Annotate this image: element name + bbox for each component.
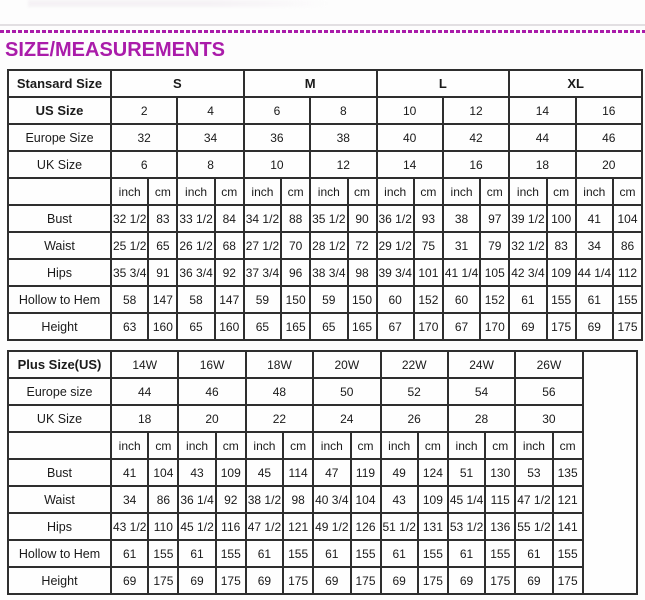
measure-value-cell: 155 <box>485 540 515 567</box>
size-value-cell: 46 <box>576 124 642 151</box>
size-value-cell: 44 <box>509 124 575 151</box>
measure-value-cell: 119 <box>351 459 381 486</box>
measure-value-cell: 126 <box>351 513 381 540</box>
table-row <box>8 70 642 97</box>
size-value-cell: 6 <box>244 97 310 124</box>
measure-value-cell: 47 1/2 <box>515 486 552 513</box>
measure-value-cell: 124 <box>418 459 448 486</box>
measure-value-cell: 109 <box>547 259 576 286</box>
size-value-cell: 36 <box>244 124 310 151</box>
row-label: Hollow to Hem <box>8 540 111 567</box>
measure-value-cell: 175 <box>485 567 515 594</box>
dashed-divider <box>0 30 645 33</box>
measure-value-cell: 83 <box>547 232 576 259</box>
size-group-header: L <box>377 70 510 97</box>
measure-value-cell: 68 <box>215 232 244 259</box>
size-value-cell: 30 <box>515 405 582 432</box>
size-value-cell: 22 <box>246 405 313 432</box>
row-label-empty <box>8 178 111 205</box>
measure-value-cell: 38 <box>443 205 480 232</box>
row-label: Height <box>8 567 111 594</box>
measure-value-cell: 61 <box>111 540 148 567</box>
size-group-header: 16W <box>178 351 245 378</box>
unit-header-cell: inch <box>509 178 546 205</box>
measure-value-cell: 69 <box>448 567 485 594</box>
measure-value-cell: 60 <box>443 286 480 313</box>
row-label: Waist <box>8 486 111 513</box>
table-row <box>8 513 637 540</box>
measure-value-cell: 72 <box>348 232 377 259</box>
unit-header-cell: cm <box>485 432 515 459</box>
size-value-cell: 54 <box>448 378 515 405</box>
measure-value-cell: 32 1/2 <box>111 205 148 232</box>
unit-header-cell: cm <box>613 178 642 205</box>
size-value-cell: 16 <box>443 151 509 178</box>
measure-value-cell: 165 <box>281 313 310 340</box>
measure-value-cell: 67 <box>377 313 414 340</box>
measure-value-cell: 147 <box>148 286 177 313</box>
measure-value-cell: 75 <box>414 232 443 259</box>
row-label: Europe size <box>8 378 111 405</box>
measure-value-cell: 53 <box>515 459 552 486</box>
measure-value-cell: 34 <box>576 232 613 259</box>
table-row <box>8 259 642 286</box>
measure-value-cell: 69 <box>576 313 613 340</box>
row-label: US Size <box>8 97 111 124</box>
row-label: Height <box>8 313 111 340</box>
size-value-cell: 56 <box>515 378 582 405</box>
measure-value-cell: 79 <box>480 232 509 259</box>
measure-value-cell: 147 <box>215 286 244 313</box>
measure-value-cell: 69 <box>313 567 350 594</box>
unit-header-cell: cm <box>418 432 448 459</box>
measure-value-cell: 61 <box>246 540 283 567</box>
measure-value-cell: 121 <box>283 513 313 540</box>
measure-value-cell: 83 <box>148 205 177 232</box>
measure-value-cell: 150 <box>281 286 310 313</box>
measure-value-cell: 61 <box>313 540 350 567</box>
measure-value-cell: 152 <box>414 286 443 313</box>
measure-value-cell: 61 <box>576 286 613 313</box>
measure-value-cell: 109 <box>216 459 246 486</box>
measure-value-cell: 37 3/4 <box>244 259 281 286</box>
standard-size-table-mount <box>7 69 645 341</box>
measure-value-cell: 155 <box>216 540 246 567</box>
measure-value-cell: 104 <box>613 205 642 232</box>
measure-value-cell: 175 <box>547 313 576 340</box>
unit-header-cell: inch <box>381 432 418 459</box>
separator-line <box>0 24 645 26</box>
measure-value-cell: 61 <box>448 540 485 567</box>
measure-value-cell: 39 3/4 <box>377 259 414 286</box>
measure-value-cell: 104 <box>148 459 178 486</box>
measure-value-cell: 155 <box>547 286 576 313</box>
measure-value-cell: 175 <box>216 567 246 594</box>
size-group-header: 22W <box>381 351 448 378</box>
measure-value-cell: 175 <box>553 567 583 594</box>
measure-value-cell: 175 <box>418 567 448 594</box>
measure-value-cell: 116 <box>216 513 246 540</box>
size-value-cell: 46 <box>178 378 245 405</box>
row-label: Bust <box>8 459 111 486</box>
size-value-cell: 4 <box>177 97 243 124</box>
table-row <box>8 567 637 594</box>
measure-value-cell: 49 <box>381 459 418 486</box>
measure-value-cell: 115 <box>485 486 515 513</box>
measure-value-cell: 92 <box>216 486 246 513</box>
size-value-cell: 44 <box>111 378 178 405</box>
measure-value-cell: 70 <box>281 232 310 259</box>
plus-size-table-mount <box>7 350 645 595</box>
row-label-empty <box>8 432 111 459</box>
measure-value-cell: 160 <box>148 313 177 340</box>
unit-header-cell: cm <box>283 432 313 459</box>
measure-value-cell: 45 <box>246 459 283 486</box>
measure-value-cell: 44 1/4 <box>576 259 613 286</box>
measure-value-cell: 60 <box>377 286 414 313</box>
measure-value-cell: 51 <box>448 459 485 486</box>
measure-value-cell: 109 <box>418 486 448 513</box>
measure-value-cell: 61 <box>509 286 546 313</box>
table-row <box>8 486 637 513</box>
size-value-cell: 20 <box>178 405 245 432</box>
unit-header-cell: cm <box>215 178 244 205</box>
size-value-cell: 18 <box>111 405 178 432</box>
size-value-cell: 50 <box>313 378 380 405</box>
measure-value-cell: 121 <box>553 486 583 513</box>
measure-value-cell: 92 <box>215 259 244 286</box>
measure-value-cell: 175 <box>148 567 178 594</box>
table-header-label: Plus Size(US) <box>8 351 111 378</box>
measure-value-cell: 35 1/2 <box>310 205 347 232</box>
measure-value-cell: 27 1/2 <box>244 232 281 259</box>
measure-value-cell: 130 <box>485 459 515 486</box>
table-row <box>8 205 642 232</box>
measure-value-cell: 49 1/2 <box>313 513 350 540</box>
measure-value-cell: 34 1/2 <box>244 205 281 232</box>
measure-value-cell: 98 <box>283 486 313 513</box>
measure-value-cell: 65 <box>148 232 177 259</box>
measure-value-cell: 112 <box>613 259 642 286</box>
measure-value-cell: 47 <box>313 459 350 486</box>
measure-value-cell: 105 <box>480 259 509 286</box>
measure-value-cell: 63 <box>111 313 148 340</box>
measure-value-cell: 136 <box>485 513 515 540</box>
unit-header-cell: cm <box>414 178 443 205</box>
measure-value-cell: 175 <box>613 313 642 340</box>
size-value-cell: 6 <box>111 151 177 178</box>
empty-filler-cell <box>583 351 637 594</box>
measure-value-cell: 32 1/2 <box>509 232 546 259</box>
measure-value-cell: 69 <box>509 313 546 340</box>
measure-value-cell: 175 <box>351 567 381 594</box>
measure-value-cell: 97 <box>480 205 509 232</box>
measure-value-cell: 90 <box>348 205 377 232</box>
measure-value-cell: 38 1/2 <box>246 486 283 513</box>
measure-value-cell: 39 1/2 <box>509 205 546 232</box>
unit-header-cell: cm <box>351 432 381 459</box>
measure-value-cell: 55 1/2 <box>515 513 552 540</box>
measure-value-cell: 59 <box>244 286 281 313</box>
measure-value-cell: 31 <box>443 232 480 259</box>
size-value-cell: 2 <box>111 97 177 124</box>
measure-value-cell: 42 3/4 <box>509 259 546 286</box>
measure-value-cell: 58 <box>177 286 214 313</box>
unit-header-cell: cm <box>553 432 583 459</box>
size-value-cell: 18 <box>509 151 575 178</box>
table-row <box>8 378 637 405</box>
measure-value-cell: 25 1/2 <box>111 232 148 259</box>
measure-value-cell: 26 1/2 <box>177 232 214 259</box>
size-value-cell: 20 <box>576 151 642 178</box>
measure-value-cell: 100 <box>547 205 576 232</box>
table-row <box>8 178 642 205</box>
unit-header-cell: inch <box>576 178 613 205</box>
measure-value-cell: 155 <box>613 286 642 313</box>
size-group-header: 14W <box>111 351 178 378</box>
measure-value-cell: 65 <box>244 313 281 340</box>
measure-value-cell: 98 <box>348 259 377 286</box>
row-label: UK Size <box>8 151 111 178</box>
page-title: SIZE/MEASUREMENTS <box>5 39 226 61</box>
measure-value-cell: 91 <box>148 259 177 286</box>
unit-header-cell: inch <box>377 178 414 205</box>
table-row <box>8 313 642 340</box>
measure-value-cell: 155 <box>418 540 448 567</box>
measure-value-cell: 36 1/2 <box>377 205 414 232</box>
measure-value-cell: 155 <box>283 540 313 567</box>
table-row <box>8 286 642 313</box>
size-value-cell: 40 <box>377 124 443 151</box>
unit-header-cell: inch <box>515 432 552 459</box>
measure-value-cell: 110 <box>148 513 178 540</box>
measure-value-cell: 43 1/2 <box>111 513 148 540</box>
unit-header-cell: cm <box>348 178 377 205</box>
measure-value-cell: 155 <box>553 540 583 567</box>
table-row <box>8 97 642 124</box>
size-group-header: 24W <box>448 351 515 378</box>
size-value-cell: 42 <box>443 124 509 151</box>
measure-value-cell: 160 <box>215 313 244 340</box>
measure-value-cell: 45 1/2 <box>178 513 215 540</box>
measure-value-cell: 65 <box>310 313 347 340</box>
size-value-cell: 8 <box>177 151 243 178</box>
table-row <box>8 405 637 432</box>
measure-value-cell: 69 <box>381 567 418 594</box>
row-label: Waist <box>8 232 111 259</box>
size-group-header: M <box>244 70 377 97</box>
measure-value-cell: 150 <box>348 286 377 313</box>
measure-value-cell: 96 <box>281 259 310 286</box>
size-group-header: 20W <box>313 351 380 378</box>
measure-value-cell: 61 <box>515 540 552 567</box>
measure-value-cell: 69 <box>178 567 215 594</box>
measure-value-cell: 170 <box>480 313 509 340</box>
size-group-header: S <box>111 70 244 97</box>
size-group-header: 18W <box>246 351 313 378</box>
measure-value-cell: 175 <box>283 567 313 594</box>
size-value-cell: 26 <box>381 405 448 432</box>
size-value-cell: 14 <box>509 97 575 124</box>
unit-header-cell: cm <box>547 178 576 205</box>
unit-header-cell: cm <box>480 178 509 205</box>
measure-value-cell: 41 <box>111 459 148 486</box>
measure-value-cell: 41 1/4 <box>443 259 480 286</box>
table-row <box>8 351 637 378</box>
measure-value-cell: 86 <box>148 486 178 513</box>
measure-value-cell: 114 <box>283 459 313 486</box>
measure-value-cell: 65 <box>177 313 214 340</box>
unit-header-cell: inch <box>313 432 350 459</box>
measure-value-cell: 34 <box>111 486 148 513</box>
measure-value-cell: 69 <box>111 567 148 594</box>
table-header-label: Stansard Size <box>8 70 111 97</box>
row-label: Europe Size <box>8 124 111 151</box>
measure-value-cell: 43 <box>381 486 418 513</box>
size-value-cell: 12 <box>310 151 376 178</box>
measure-value-cell: 61 <box>381 540 418 567</box>
measure-value-cell: 51 1/2 <box>381 513 418 540</box>
measure-value-cell: 135 <box>553 459 583 486</box>
measure-value-cell: 84 <box>215 205 244 232</box>
unit-header-cell: cm <box>281 178 310 205</box>
measure-value-cell: 35 3/4 <box>111 259 148 286</box>
row-label: Hips <box>8 259 111 286</box>
row-label: UK Size <box>8 405 111 432</box>
measure-value-cell: 93 <box>414 205 443 232</box>
unit-header-cell: cm <box>148 432 178 459</box>
table-row <box>8 540 637 567</box>
measure-value-cell: 61 <box>178 540 215 567</box>
unit-header-cell: inch <box>178 432 215 459</box>
unit-header-cell: inch <box>111 432 148 459</box>
size-value-cell: 32 <box>111 124 177 151</box>
size-value-cell: 12 <box>443 97 509 124</box>
measure-value-cell: 101 <box>414 259 443 286</box>
measure-value-cell: 36 1/4 <box>178 486 215 513</box>
measure-value-cell: 69 <box>515 567 552 594</box>
measure-value-cell: 69 <box>246 567 283 594</box>
measure-value-cell: 131 <box>418 513 448 540</box>
row-label: Hollow to Hem <box>8 286 111 313</box>
unit-header-cell: inch <box>310 178 347 205</box>
size-value-cell: 16 <box>576 97 642 124</box>
measure-value-cell: 36 3/4 <box>177 259 214 286</box>
measure-value-cell: 141 <box>553 513 583 540</box>
measure-value-cell: 53 1/2 <box>448 513 485 540</box>
row-label: Bust <box>8 205 111 232</box>
size-value-cell: 10 <box>244 151 310 178</box>
measure-value-cell: 29 1/2 <box>377 232 414 259</box>
size-value-cell: 10 <box>377 97 443 124</box>
measure-value-cell: 58 <box>111 286 148 313</box>
table-row <box>8 124 642 151</box>
measure-value-cell: 59 <box>310 286 347 313</box>
measure-value-cell: 41 <box>576 205 613 232</box>
size-value-cell: 14 <box>377 151 443 178</box>
standard-size-table <box>7 69 643 341</box>
unit-header-cell: inch <box>111 178 148 205</box>
measure-value-cell: 47 1/2 <box>246 513 283 540</box>
measure-value-cell: 155 <box>148 540 178 567</box>
measure-value-cell: 152 <box>480 286 509 313</box>
measure-value-cell: 28 1/2 <box>310 232 347 259</box>
row-label: Hips <box>8 513 111 540</box>
unit-header-cell: inch <box>448 432 485 459</box>
size-value-cell: 24 <box>313 405 380 432</box>
unit-header-cell: inch <box>443 178 480 205</box>
measure-value-cell: 155 <box>351 540 381 567</box>
table-row <box>8 432 637 459</box>
measure-value-cell: 170 <box>414 313 443 340</box>
unit-header-cell: inch <box>246 432 283 459</box>
measure-value-cell: 45 1/4 <box>448 486 485 513</box>
measure-value-cell: 86 <box>613 232 642 259</box>
size-value-cell: 38 <box>310 124 376 151</box>
measure-value-cell: 40 3/4 <box>313 486 350 513</box>
size-value-cell: 8 <box>310 97 376 124</box>
table-row <box>8 151 642 178</box>
unit-header-cell: inch <box>177 178 214 205</box>
measure-value-cell: 33 1/2 <box>177 205 214 232</box>
cutoff-text-remnant <box>28 0 328 7</box>
unit-header-cell: cm <box>148 178 177 205</box>
measure-value-cell: 104 <box>351 486 381 513</box>
measure-value-cell: 43 <box>178 459 215 486</box>
measure-value-cell: 165 <box>348 313 377 340</box>
unit-header-cell: inch <box>244 178 281 205</box>
unit-header-cell: cm <box>216 432 246 459</box>
measure-value-cell: 38 3/4 <box>310 259 347 286</box>
size-value-cell: 34 <box>177 124 243 151</box>
size-value-cell: 48 <box>246 378 313 405</box>
size-group-header: XL <box>509 70 642 97</box>
table-row <box>8 232 642 259</box>
table-row <box>8 459 637 486</box>
measure-value-cell: 67 <box>443 313 480 340</box>
measure-value-cell: 88 <box>281 205 310 232</box>
plus-size-table <box>7 350 638 595</box>
size-value-cell: 52 <box>381 378 448 405</box>
size-group-header: 26W <box>515 351 582 378</box>
size-value-cell: 28 <box>448 405 515 432</box>
